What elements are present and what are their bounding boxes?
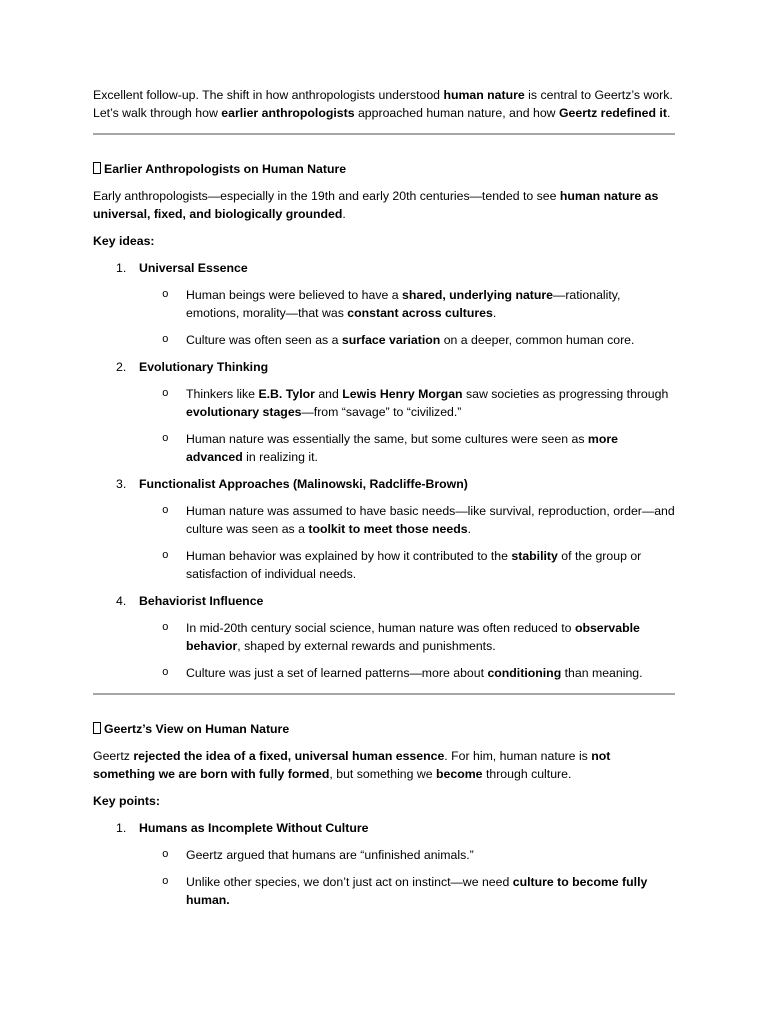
item-title: Evolutionary Thinking: [139, 360, 269, 374]
item-title: Universal Essence: [139, 261, 248, 275]
para-text: .: [342, 207, 346, 221]
text: and: [314, 387, 343, 401]
hollow-bullet-icon: o: [162, 876, 169, 888]
bullet-item: [93, 619, 675, 655]
item-title: Humans as Incomplete Without Culture: [139, 821, 369, 835]
bold-text: rejected the idea of a fixed, universal human essence: [133, 749, 445, 763]
intro-bold: Geertz redefined it: [558, 106, 667, 120]
text: than meaning.: [561, 666, 643, 680]
numbered-item: [93, 475, 675, 493]
numbered-item: [93, 259, 675, 277]
bold-text: become: [436, 767, 483, 781]
bold-text: not something we are born with fully formed: [93, 749, 611, 781]
bullet-item: [93, 331, 675, 349]
text: Human nature was essentially the same, but some cultures were seen as: [186, 432, 588, 446]
bold-text: shared, underlying nature: [402, 288, 554, 302]
section-heading-text: Geertz’s View on Human Nature: [104, 722, 290, 736]
bullet-item: [93, 385, 675, 421]
section-heading-text: Earlier Anthropologists on Human Nature: [104, 162, 347, 176]
bold-text: observable behavior: [186, 621, 640, 653]
hollow-bullet-icon: o: [162, 289, 169, 301]
section2-paragraph: [93, 747, 675, 783]
text: Human behavior was explained by how it contributed to the: [186, 549, 512, 563]
box-glyph-icon: [93, 162, 101, 174]
hollow-bullet-icon: o: [162, 505, 169, 517]
bullet-item: [93, 664, 675, 682]
text: . For him, human nature is: [444, 749, 592, 763]
bold-text: conditioning: [487, 666, 562, 680]
document-page: [93, 86, 675, 920]
intro-paragraph: [93, 86, 675, 122]
item-title: Functionalist Approaches (Malinowski, Radcliffe-Brown): [139, 477, 468, 491]
item-number: 3.: [116, 477, 127, 491]
text: .: [492, 306, 497, 320]
bullet-item: [93, 430, 675, 466]
bold-text: toolkit to meet those needs: [308, 522, 468, 536]
text: saw societies as progressing through: [462, 387, 669, 401]
hollow-bullet-icon: o: [162, 388, 169, 400]
bold-text: surface variation: [341, 333, 441, 347]
section-divider: [93, 693, 675, 695]
hollow-bullet-icon: o: [162, 849, 169, 861]
bold-text: more advanced: [186, 432, 618, 464]
key-points-label: Key points:: [93, 794, 160, 808]
text: Human beings were believed to have a: [186, 288, 403, 302]
text: Human nature was assumed to have basic needs—like survival, reproduction, order—and culture was seen as a: [186, 504, 675, 536]
numbered-item: [93, 358, 675, 376]
para-text: Early anthropologists—especially in the 19th and early 20th centuries—tended to see: [93, 189, 560, 203]
item-number: 1.: [116, 821, 127, 835]
hollow-bullet-icon: o: [162, 433, 169, 445]
key-points-list: [93, 819, 675, 909]
bold-text: stability: [511, 549, 558, 563]
text: Thinkers like: [186, 387, 259, 401]
bold-text: culture to become fully human.: [186, 875, 648, 907]
hollow-bullet-icon: o: [162, 622, 169, 634]
text: In mid-20th century social science, human nature was often reduced to: [186, 621, 575, 635]
text: in realizing it.: [242, 450, 318, 464]
key-ideas-list: [93, 259, 675, 682]
intro-bold: earlier anthropologists: [221, 106, 355, 120]
bullet-item: [93, 846, 675, 864]
intro-text: Excellent follow-up. The shift in how anthropologists understood: [93, 88, 444, 102]
item-number: 2.: [116, 360, 127, 374]
text: Geertz: [93, 749, 134, 763]
section-heading-earlier: [93, 160, 675, 178]
text: .: [467, 522, 471, 536]
bullet-item: [93, 286, 675, 322]
item-number: 4.: [116, 594, 127, 608]
item-number: 1.: [116, 261, 127, 275]
section1-paragraph: [93, 187, 675, 223]
text: , but something we: [329, 767, 437, 781]
text: through culture.: [482, 767, 572, 781]
text: , shaped by external rewards and punishments.: [237, 639, 496, 653]
hollow-bullet-icon: o: [162, 667, 169, 679]
key-ideas-label: Key ideas:: [93, 234, 155, 248]
text: —from “savage” to “civilized.”: [301, 405, 462, 419]
bold-text: constant across cultures: [347, 306, 493, 320]
bold-text: evolutionary stages: [186, 405, 302, 419]
hollow-bullet-icon: o: [162, 334, 169, 346]
bullet-item: [93, 873, 675, 909]
text: —rationality, emotions, morality—that was: [186, 288, 621, 320]
numbered-item: [93, 592, 675, 610]
bullet-item: [93, 547, 675, 583]
section-divider: [93, 133, 675, 135]
box-glyph-icon: [93, 722, 101, 734]
bold-text: E.B. Tylor: [258, 387, 315, 401]
section-heading-geertz: [93, 720, 675, 738]
hollow-bullet-icon: o: [162, 550, 169, 562]
para-bold: human nature as universal, fixed, and biologically grounded: [93, 189, 659, 221]
text: Geertz argued that humans are “unfinished animals.”: [186, 848, 474, 862]
text: Unlike other species, we don’t just act on instinct—we need: [186, 875, 513, 889]
numbered-item: [93, 819, 675, 837]
intro-text: approached human nature, and how: [354, 106, 559, 120]
item-title: Behaviorist Influence: [139, 594, 264, 608]
text: Culture was just a set of learned patterns—more about: [186, 666, 488, 680]
text: Culture was often seen as a: [186, 333, 342, 347]
text: on a deeper, common human core.: [440, 333, 635, 347]
intro-bold: human nature: [443, 88, 525, 102]
bold-text: Lewis Henry Morgan: [342, 387, 463, 401]
intro-text: is central to Geertz’s work. Let’s walk through how: [93, 88, 673, 120]
text: of the group or satisfaction of individual needs.: [186, 549, 642, 581]
bullet-item: [93, 502, 675, 538]
intro-text: .: [666, 106, 671, 120]
